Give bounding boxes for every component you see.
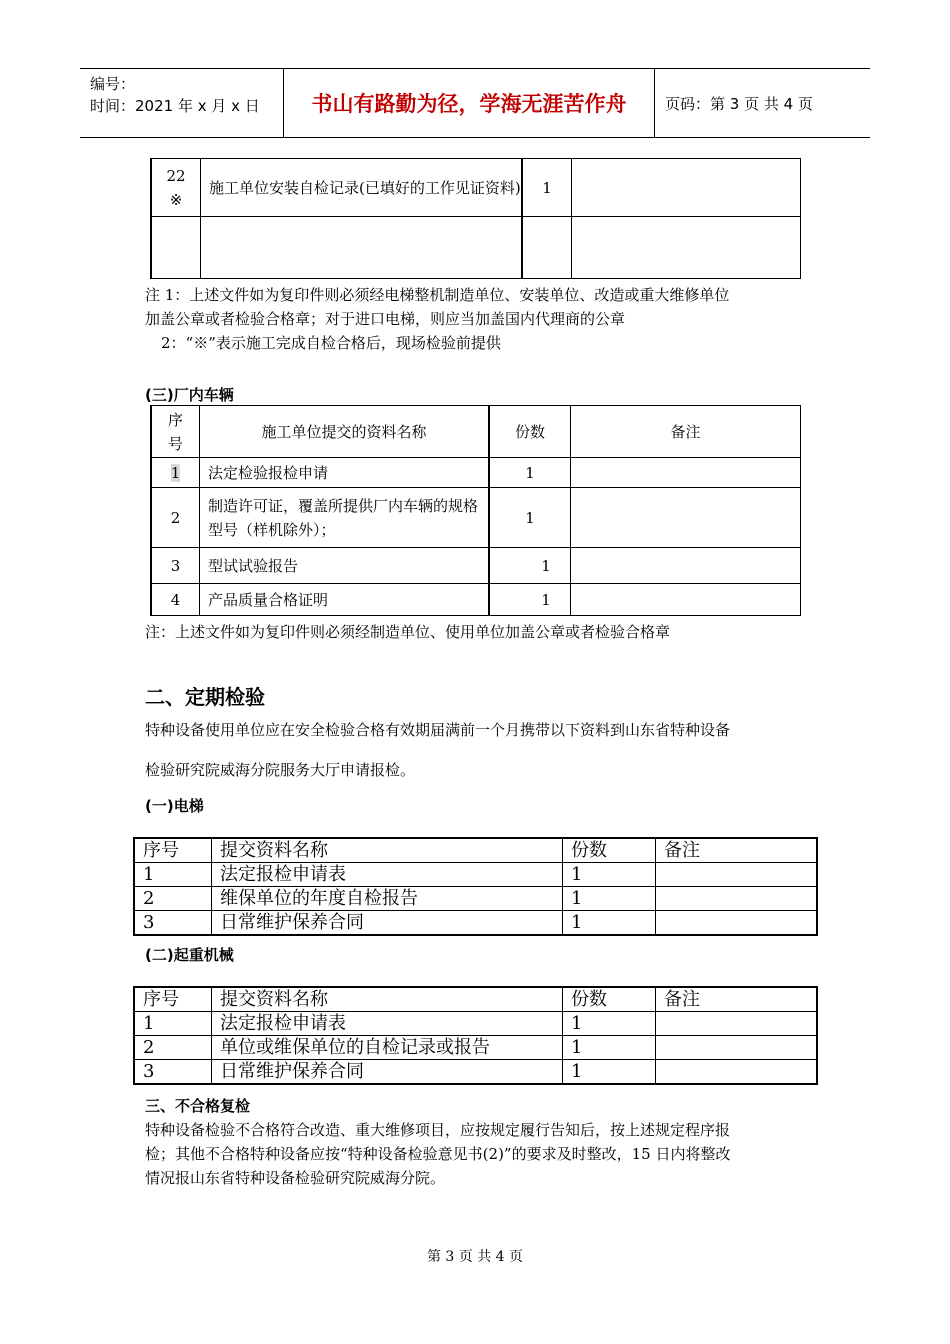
header-motto: 书山有路勤为径，学海无涯苦作舟 (283, 69, 655, 137)
periodic-line-1: 特种设备使用单位应在安全检验合格有效期届满前一个月携带以下资料到山东省特种设备 (145, 721, 731, 739)
table-row: 1 法定报检申请表 1 (134, 863, 817, 887)
section-title-elevator: (一)电梯 (145, 797, 204, 815)
header-page-number: 页码：第 3 页 共 4 页 (665, 94, 813, 113)
table-header-row: 序号 提交资料名称 份数 备注 (134, 987, 817, 1012)
asterisk-mark: ※ (169, 190, 183, 209)
header-no: 序号 (151, 406, 200, 458)
table-row (151, 159, 801, 217)
table-row: 2 制造许可证，覆盖所提供厂内车辆的规格型号（样机除外）； 1 (151, 488, 801, 548)
table-row: 3 日常维护保养合同 1 (134, 1060, 817, 1085)
table-row: 2 单位或维保单位的自检记录或报告 1 (134, 1036, 817, 1060)
document-date: 时间：2021 年 x 月 x 日 (90, 97, 260, 115)
table-row: 4 产品质量合格证明 1 (151, 584, 801, 616)
section-title-vehicles: (三)厂内车辆 (145, 386, 234, 404)
periodic-line-2: 检验研究院威海分院服务大厅申请报检。 (145, 761, 416, 779)
header-name: 施工单位提交的资料名称 (200, 406, 490, 458)
table-row (151, 217, 801, 279)
table-header-row: 序号 提交资料名称 份数 备注 (134, 838, 817, 863)
header-note: 备注 (571, 406, 801, 458)
reinspection-paragraph: 特种设备检验不合格符合改造、重大维修项目，应按规定履行告知后，按上述规定程序报 检；其他不合格特种设备应按“特种设备检验意见书(2)”的要求及时整改，15 日内将整改 情况报山东省特种设备检验研究院威海分院。 (145, 1121, 731, 1187)
elevator-docs-table (133, 837, 818, 936)
header-count: 份数 (489, 406, 571, 458)
table-row: 1 法定报检申请表 1 (134, 1012, 817, 1036)
note-1: 注 1：上述文件如为复印件则必须经电梯整机制造单位、安装单位、改造或重大维修单位 加盖公章或者检验合格章；对于进口电梯，则应当加盖国内代理商的公章 2：“※”表示施工完成自检合格后，现场检验前提供 (145, 286, 730, 352)
section-title-periodic: 二、定期检验 (145, 685, 265, 709)
header-meta (80, 69, 283, 137)
installation-docs-table (150, 158, 801, 279)
section-title-crane: (二)起重机械 (145, 946, 234, 964)
table-header-row (151, 406, 801, 458)
vehicle-docs-table (150, 405, 801, 616)
row-number: 22 (166, 166, 186, 185)
table-row: 3 日常维护保养合同 1 (134, 911, 817, 936)
doc-name: 施工单位安装自检记录(已填好的工作见证资料) (201, 159, 523, 217)
table-row: 3 型试试验报告 1 (151, 548, 801, 584)
vehicle-footnote: 注：上述文件如为复印件则必须经制造单位、使用单位加盖公章或者检验合格章 (145, 623, 671, 641)
section-title-reinspection: 三、不合格复检 (145, 1097, 251, 1115)
table-row: 1 法定检验报检申请 1 (151, 458, 801, 488)
doc-note (572, 159, 801, 217)
page-header (80, 68, 870, 138)
table-row: 2 维保单位的年度自检报告 1 (134, 887, 817, 911)
crane-docs-table (133, 986, 818, 1085)
document-number: 编号： (90, 75, 136, 93)
page-footer: 第 3 页 共 4 页 (426, 1249, 524, 1265)
doc-count: 1 (522, 159, 572, 217)
